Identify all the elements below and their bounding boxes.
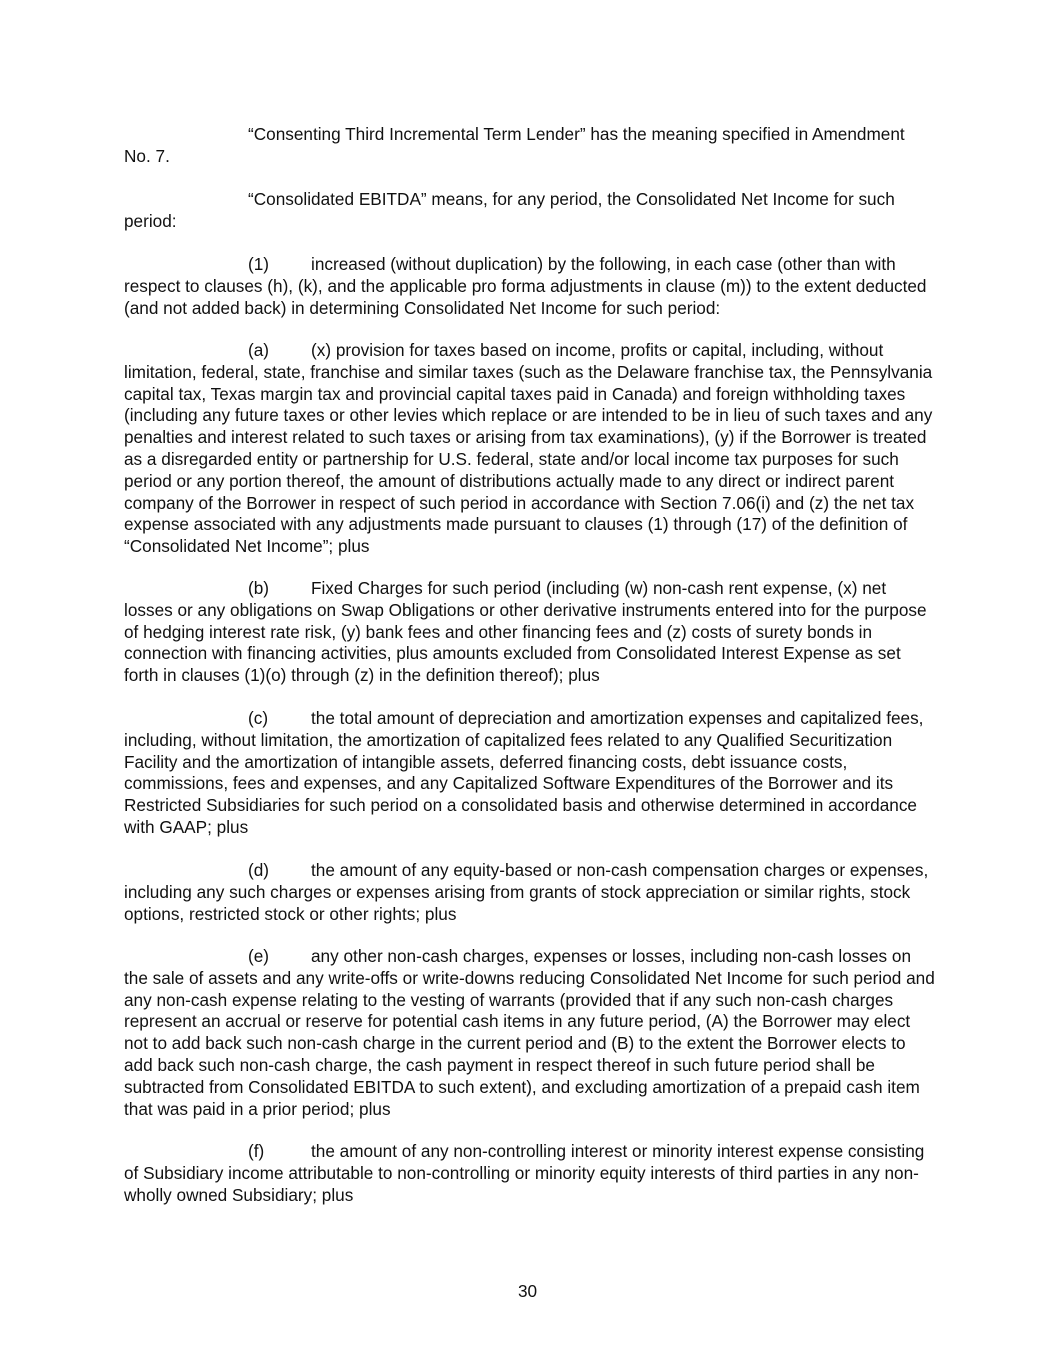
subclause-e (124, 946, 936, 1120)
subclause-a (124, 340, 936, 558)
clause-label: (c) (248, 708, 269, 728)
clause-text: Fixed Charges for such period (including (w) non-cash rent expense, (x) net losses or any obligations on Swap Obligations or other derivative instruments entered into for the purpose of hedging interest rate risk, (y) bank fees and other financing fees and (z) costs of surety bonds in connection with financing activities, plus amounts excluded from Consolidated Interest Expense as set forth in clauses (1)(o) through (z) in the definition thereof); plus (124, 578, 927, 686)
subclause-c (124, 708, 936, 839)
clause-label: (1) (248, 254, 270, 274)
clause-text: the amount of any equity-based or non-cash compensation charges or expenses, including any such charges or expenses arising from grants of stock appreciation or similar rights, stock options, restricted stock or other rights; plus (124, 860, 929, 924)
defined-term: “Consenting Third Incremental Term Lender” (248, 124, 586, 144)
clause-label: (e) (248, 946, 270, 966)
subclause-d (124, 860, 936, 925)
clause-text: the amount of any non-controlling interest or minority interest expense consisting of Subsidiary income attributable to non-controlling or minority equity interests of third parties in any non-wholly owned Subsidiary; plus (124, 1141, 925, 1205)
subclause-b (124, 578, 936, 687)
definition-text: has the meaning specified in Amendment No. 7. (124, 124, 905, 166)
defined-term: “Consolidated EBITDA” (248, 189, 427, 209)
definition-consolidated-ebitda (124, 189, 936, 233)
clause-label: (a) (248, 340, 270, 360)
definition-text: means, for any period, the Consolidated Net Income for such period: (124, 189, 895, 231)
clause-1 (124, 254, 936, 319)
clause-text: the total amount of depreciation and amortization expenses and capitalized fees, including, without limitation, the amortization of capitalized fees related to any Qualified Securitization Facility and the amortization of intangible assets, deferred financing costs, debt issuance costs, commissions, fees and expenses, and any Capitalized Software Expenditures of the Borrower and its Restricted Subsidiaries for such period on a consolidated basis and otherwise determined in accordance with GAAP; plus (124, 708, 924, 837)
clause-text: any other non-cash charges, expenses or losses, including non-cash losses on the sale of assets and any write-offs or write-downs reducing Consolidated Net Income for such period and any non-cash expense relating to the vesting of warrants (provided that if any such non-cash charges represent an accrual or reserve for potential cash items in any future period, (A) the Borrower may elect not to add back such non-cash charge in the current period and (B) to the extent the Borrower elects to add back such non-cash charge, the cash payment in respect thereof in such future period shall be subtracted from Consolidated EBITDA to such extent), and excluding amortization of a prepaid cash item that was paid in a prior period; plus (124, 946, 935, 1119)
clause-label: (d) (248, 860, 270, 880)
clause-text: increased (without duplication) by the following, in each case (other than with respect to clauses (h), (k), and the applicable pro forma adjustments in clause (m)) to the extent deducted (and not added back) in determining Consolidated Net Income for such period: (124, 254, 927, 318)
clause-text: (x) provision for taxes based on income, profits or capital, including, without limitation, federal, state, franchise and similar taxes (such as the Delaware franchise tax, the Pennsylvania capital tax, Texas margin tax and provincial capital taxes paid in Canada) and foreign withholding taxes (including any future taxes or other levies which replace or are intended to be in lieu of such taxes and any penalties and interest related to such taxes or arising from tax examinations), (y) if the Borrower is treated as a disregarded entity or partnership for U.S. federal, state and/or local income tax purposes for such period or any portion thereof, the amount of distributions actually made to any direct or indirect parent company of the Borrower in respect of such period in accordance with Section 7.06(i) and (z) the net tax expense associated with any adjustments made pursuant to clauses (1) through (17) of the definition of “Consolidated Net Income”; plus (124, 340, 933, 557)
page-number: 30 (517, 1281, 538, 1301)
clause-label: (f) (248, 1141, 265, 1161)
definition-consenting-lender (124, 124, 936, 168)
subclause-f (124, 1141, 936, 1206)
clause-label: (b) (248, 578, 270, 598)
